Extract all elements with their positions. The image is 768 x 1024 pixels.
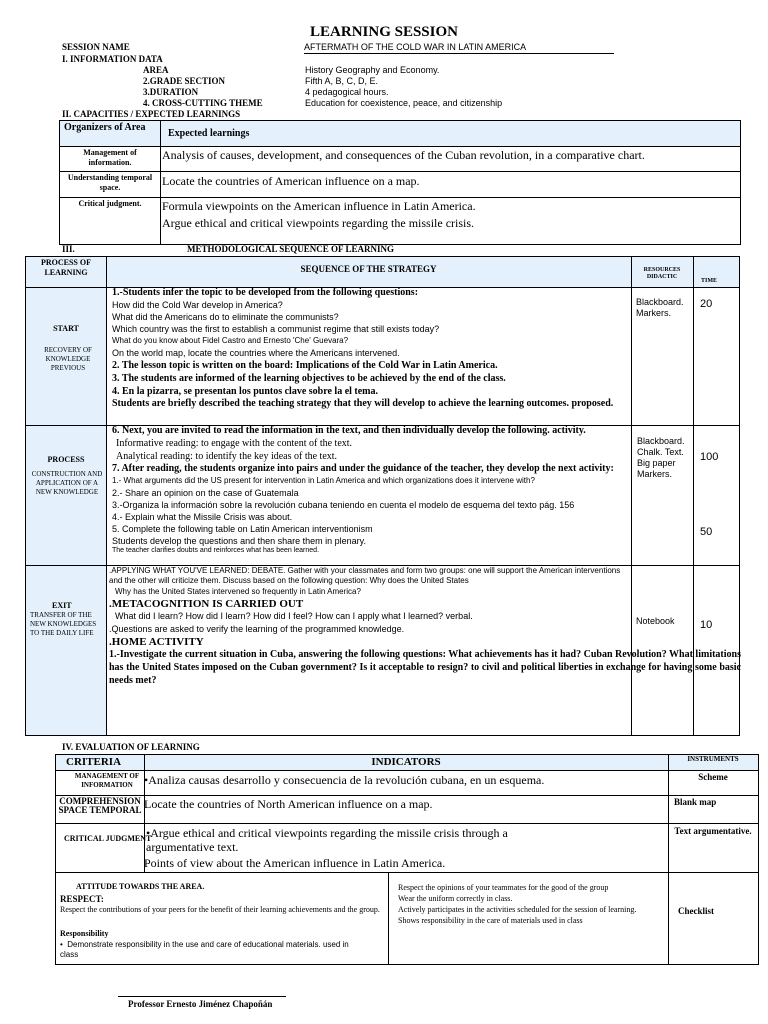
strategy-line: 1.- What arguments did the US present for intervention in Latin America and which organizations does it intervene with? [112, 476, 535, 485]
exit-resources: Notebook [636, 616, 675, 626]
strategy-line: 2. The lesson topic is written on the board: Implications of the Cold War in Latin America. [112, 360, 498, 371]
col-time-header: TIME [700, 278, 717, 284]
strategy-line: .Questions are asked to verify the learning of the programmed knowledge. [109, 624, 405, 634]
strategy-line: What do you know about Fidel Castro and Ernesto 'Che' Guevara? [112, 336, 349, 345]
strategy-line: 3.-Organiza la información sobre la revolución cubana teniendo en cuenta el modelo de esquema del texto pág. 156 [112, 500, 575, 510]
attitude-indicators [398, 882, 666, 926]
attitude-title: ATTITUDE TOWARDS THE AREA. [76, 882, 205, 891]
start-resources: Blackboard. Markers. [636, 297, 684, 318]
theme-value: Education for coexistence, peace, and citizenship [305, 98, 503, 108]
grade-label: 2.GRADE SECTION [143, 76, 226, 86]
duration-value: 4 pedagogical hours. [305, 87, 389, 97]
strategy-line: Which country was the first to establish a communist regime that still exists today? [112, 324, 440, 334]
signature-line [118, 996, 286, 997]
organizer-cell: Management of information. [83, 148, 137, 167]
strategy-line: 6. Next, you are invited to read the information in the text, and then individually develop the following. activity. [112, 425, 586, 436]
strategy-line: The teacher clarifies doubts and reinforces what has been learned. [112, 547, 320, 554]
organizer-cell: Understanding temporal space. [67, 173, 153, 192]
criteria-cell: COMPREHENSION SPACE TEMPORAL [58, 797, 142, 815]
start-label: START [53, 324, 79, 333]
criteria-cell: MANAGEMENT OF INFORMATION [74, 772, 140, 789]
col-learnings-header: Expected learnings [168, 128, 250, 139]
attitude-indicator: Shows responsibility in the care of materials used in class [398, 916, 583, 925]
strategy-line: 7. After reading, the students organize into pairs and under the guidance of the teacher, they develop the next activity: [112, 463, 614, 474]
area-value: History Geography and Economy. [305, 65, 440, 75]
indicator-cell: Locate the countries of North American influence on a map. [144, 797, 433, 811]
strategy-line: 4.- Explain what the Missile Crisis was about. [112, 512, 293, 522]
strategy-line: 1.-Students infer the topic to be developed from the following questions: [112, 287, 419, 298]
strategy-line: How did the Cold War develop in America? [112, 300, 283, 310]
info-label: I. INFORMATION DATA [62, 54, 163, 64]
page-title: LEARNING SESSION [310, 24, 458, 40]
indicator-cell: Points of view about the American influence in Latin America. [144, 856, 446, 870]
evaluation-heading: IV. EVALUATION OF LEARNING [62, 742, 200, 752]
session-name-value: AFTERMATH OF THE COLD WAR IN LATIN AMERICA [304, 42, 614, 54]
start-strategy [112, 287, 632, 425]
learning-cell: Analysis of causes, development, and consequences of the Cuban revolution, in a comparative chart. [162, 148, 645, 162]
strategy-line: Informative reading: to engage with the content of the text. [116, 438, 353, 449]
theme-label: 4. CROSS-CUTTING THEME [143, 98, 263, 108]
bullet-icon: • [60, 940, 68, 949]
col-organizers-header: Organizers of Area [64, 122, 146, 133]
learning-cell: Locate the countries of American influence on a map. [162, 174, 420, 188]
strategy-line: 3. The students are informed of the learning objectives to be achieved by the end of the class. [112, 373, 506, 384]
capacities-heading: II. CAPACITIES / EXPECTED LEARNINGS [62, 109, 241, 119]
exit-sub: TRANSFER OF THE NEW KNOWLEDGES TO THE DAILY LIFE [30, 611, 97, 637]
col-strategy-header: SEQUENCE OF THE STRATEGY [300, 264, 437, 274]
responsibility-text: Demonstrate responsibility in the use and care of educational materials. used in class [60, 940, 349, 959]
learning-cell: Formula viewpoints on the American influence in Latin America. [162, 199, 476, 213]
process-resources: Blackboard. Chalk. Text. Big paper Markers. [637, 436, 685, 479]
col-criteria-header: CRITERIA [66, 756, 122, 768]
instrument-cell: Scheme [698, 772, 728, 782]
strategy-line: On the world map, locate the countries where the Americans intervened. [112, 348, 400, 358]
sequence-heading: METHODOLOGICAL SEQUENCE OF LEARNING [187, 244, 394, 254]
exit-label: EXIT [52, 601, 72, 610]
process-time: 50 [700, 526, 713, 538]
col-indicators-header: INDICATORS [371, 756, 441, 768]
indicator-cell: •Argue ethical and critical viewpoints regarding the missile crisis through a argumentative text. [146, 826, 508, 854]
strategy-line: What did the Americans do to eliminate the communists? [112, 312, 339, 322]
criteria-cell: CRITICAL JUDGMENT [64, 834, 152, 843]
indicator-cell: •Analiza causas desarrollo y consecuencia de la revolución cubana, en un esquema. [144, 773, 545, 787]
duration-label: 3.DURATION [143, 87, 199, 97]
strategy-line: .HOME ACTIVITY [109, 636, 204, 648]
instrument-cell: Blank map [674, 797, 717, 807]
exit-strategy [109, 566, 743, 736]
start-sub: RECOVERY OF KNOWLEDGE PREVIOUS [44, 346, 92, 372]
start-time: 20 [700, 298, 713, 310]
strategy-line: Analytical reading: to identify the key ideas of the text. [116, 451, 338, 462]
strategy-line: What did I learn? How did I learn? How did I feel? How can I apply what I learned? verbal. [115, 611, 473, 621]
organizer-cell: Critical judgment. [78, 199, 142, 208]
strategy-line: 2.- Share an opinion on the case of Guatemala [112, 488, 299, 498]
attitude-indicator: Actively participates in the activities scheduled for the session of learning. [398, 905, 637, 914]
attitude-indicator: Respect the opinions of your teammates for the good of the group [398, 883, 609, 892]
col-process-header: PROCESS OF LEARNING [40, 258, 91, 277]
grade-value: Fifth A, B, C, D, E. [305, 76, 379, 86]
process-sub: CONSTRUCTION AND APPLICATION OF A NEW KNOWLEDGE [31, 470, 103, 496]
process-strategy [112, 425, 632, 565]
process-label: PROCESS [47, 455, 85, 464]
signature: Professor Ernesto Jiménez Chapoñán [128, 999, 273, 1009]
instrument-cell: Text argumentative. [674, 826, 752, 836]
responsibility-label: Responsibility [60, 929, 109, 938]
attitude-instrument: Checklist [678, 906, 714, 916]
strategy-line: .METACOGNITION IS CARRIED OUT [109, 598, 304, 610]
responsibility-item [60, 940, 360, 960]
exit-time: 10 [700, 619, 713, 631]
process-time: 100 [700, 451, 719, 463]
strategy-line: 4. En la pizarra, se presentan los puntos clave sobre la el tema. [112, 386, 379, 397]
strategy-line: .APPLYING WHAT YOU'VE LEARNED: DEBATE. Gather with your classmates and form two groups: one will support the American interventions and the other will criticize them. Discuss based on the following question: Why does the United States [109, 566, 621, 585]
respect-label: RESPECT: [60, 894, 104, 904]
respect-text: Respect the contributions of your peers for the benefit of their learning achievements and the group. [60, 905, 380, 914]
sequence-heading-num: III. [62, 244, 75, 254]
attitude-indicator: Wear the uniform correctly in class. [398, 894, 513, 903]
col-resources-header: RESOURCES DIDACTIC [643, 267, 681, 280]
col-instruments-header: INSTRUMENTS [687, 755, 739, 763]
learning-cell: Argue ethical and critical viewpoints regarding the missile crisis. [162, 216, 475, 230]
strategy-line: Students are briefly described the teaching strategy that they will develop to achieve the learning outcomes. proposed. [112, 398, 614, 409]
strategy-line: Students develop the questions and then share them in plenary. [112, 536, 367, 546]
area-label: AREA [143, 65, 169, 75]
strategy-line: Why has the United States intervened so frequently in Latin America? [115, 587, 361, 596]
strategy-line: 5. Complete the following table on Latin American interventionism [112, 524, 373, 534]
session-name-label: SESSION NAME [62, 42, 130, 52]
strategy-line: 1.-Investigate the current situation in Cuba, answering the following questions: What achievements has it had? Cuban Revolution? What limitations has the United States imposed on the Cuban government? Is it acceptable to resign? to civil and political liberties in exchange for having some basic needs met? [109, 649, 741, 686]
